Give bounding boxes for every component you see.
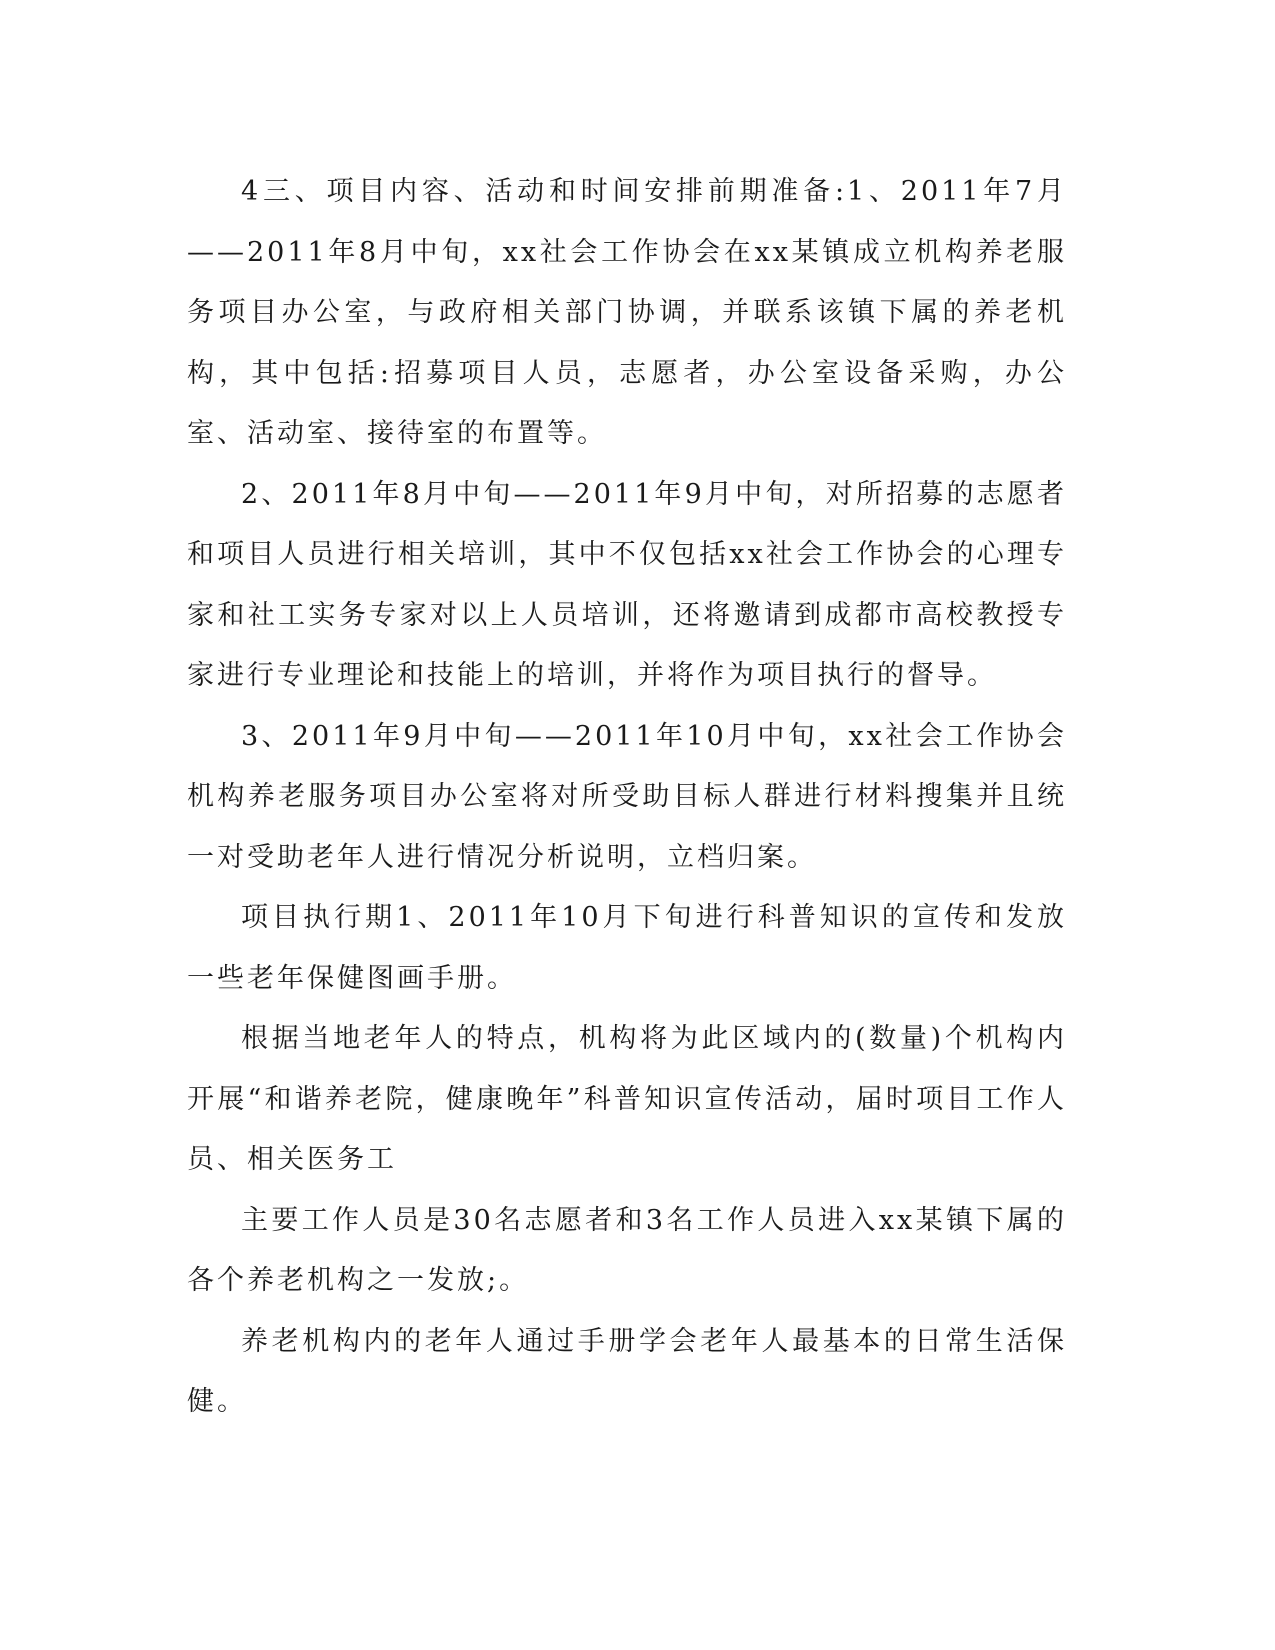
paragraph-preparation-step-3: 3、2011年9月中旬——2011年10月中旬，xx社会工作协会机构养老服务项目办公室将对所受助目标人群进行材料搜集并且统一对受助老年人进行情况分析说明，立档归案。: [187, 720, 1067, 873]
document-body: [187, 162, 1067, 1433]
paragraph-publicity-activity: 根据当地老年人的特点，机构将为此区域内的(数量)个机构内开展“和谐养老院，健康晚年”科普知识宣传活动，届时项目工作人员、相关医务工: [187, 1023, 1067, 1175]
paragraph-preparation-step-2: 2、2011年8月中旬——2011年9月中旬，对所招募的志愿者和项目人员进行相关培训，其中不仅包括xx社会工作协会的心理专家和社工实务专家对以上人员培训，还将邀请到成都市高校教授专家进行专业理论和技能上的培训，并将作为项目执行的督导。: [187, 478, 1067, 691]
paragraph-health-care: 养老机构内的老年人通过手册学会老年人最基本的日常生活保健。: [187, 1325, 1067, 1417]
paragraph-staff: 主要工作人员是30名志愿者和3名工作人员进入xx某镇下属的各个养老机构之一发放;。: [187, 1204, 1067, 1296]
paragraph-execution-step-1: 项目执行期1、2011年10月下旬进行科普知识的宣传和发放一些老年保健图画手册。: [187, 902, 1067, 994]
paragraph-preparation-step-1: 4三、项目内容、活动和时间安排前期准备:1、2011年7月——2011年8月中旬，xx社会工作协会在xx某镇成立机构养老服务项目办公室，与政府相关部门协调，并联系该镇下属的养老机构，其中包括:招募项目人员，志愿者，办公室设备采购，办公室、活动室、接待室的布置等。: [187, 176, 1067, 449]
